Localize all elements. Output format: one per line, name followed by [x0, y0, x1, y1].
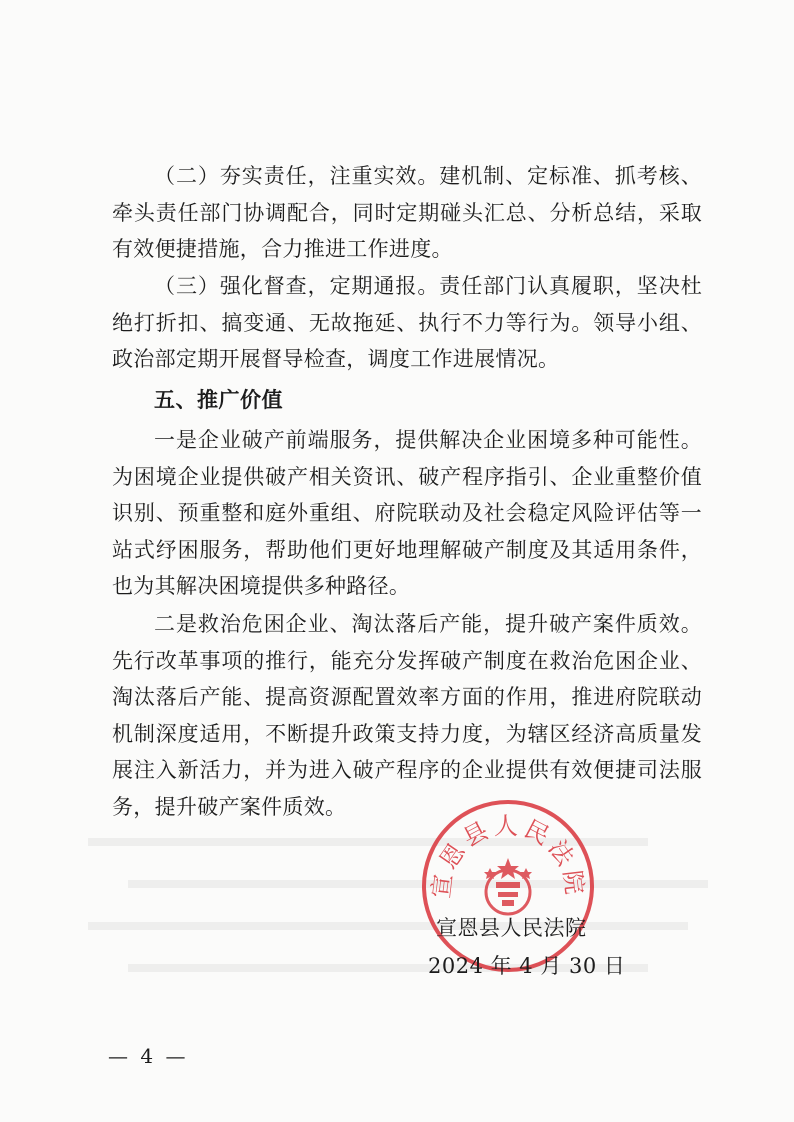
signature-court-name: 宣恩县人民法院	[436, 916, 587, 940]
paragraph-value-one: 一是企业破产前端服务，提供解决企业困境多种可能性。为困境企业提供破产相关资讯、破产程序指引、企业重整价值识别、预重整和庭外重组、府院联动及社会稳定风险评估等一站式纾困服务，帮助他们更好地理解破产制度及其适用条件，也为其解决困境提供多种路径。	[112, 428, 702, 598]
paragraph-responsibility: （二）夯实责任，注重实效。建机制、定标准、抓考核、牵头责任部门协调配合，同时定期碰头汇总、分析总结，采取有效便捷措施，合力推进工作进度。	[112, 164, 702, 261]
court-seal-stamp	[418, 796, 598, 976]
paragraph-value-two: 二是救治危困企业、淘汰落后产能，提升破产案件质效。先行改革事项的推行，能充分发挥破产制度在救治危困企业、淘汰落后产能、提高资源配置效率方面的作用，推进府院联动机制深度适用，不断提升政策支持力度，为辖区经济高质量发展注入新活力，并为进入破产程序的企业提供有效便捷司法服务，提升破产案件质效。	[112, 612, 702, 819]
page-number: — 4 —	[108, 1044, 189, 1068]
signature-date: 2024 年 4 月 30 日	[428, 954, 626, 978]
section-heading: 五、推广价值	[154, 388, 283, 412]
svg-text:宣恩县人民法院: 宣恩县人民法院	[426, 812, 590, 900]
paragraph-supervision: （三）强化督查，定期通报。责任部门认真履职，坚决杜绝打折扣、搞变通、无故拖延、执行不力等行为。领导小组、政治部定期开展督导检查，调度工作进展情况。	[112, 274, 702, 371]
